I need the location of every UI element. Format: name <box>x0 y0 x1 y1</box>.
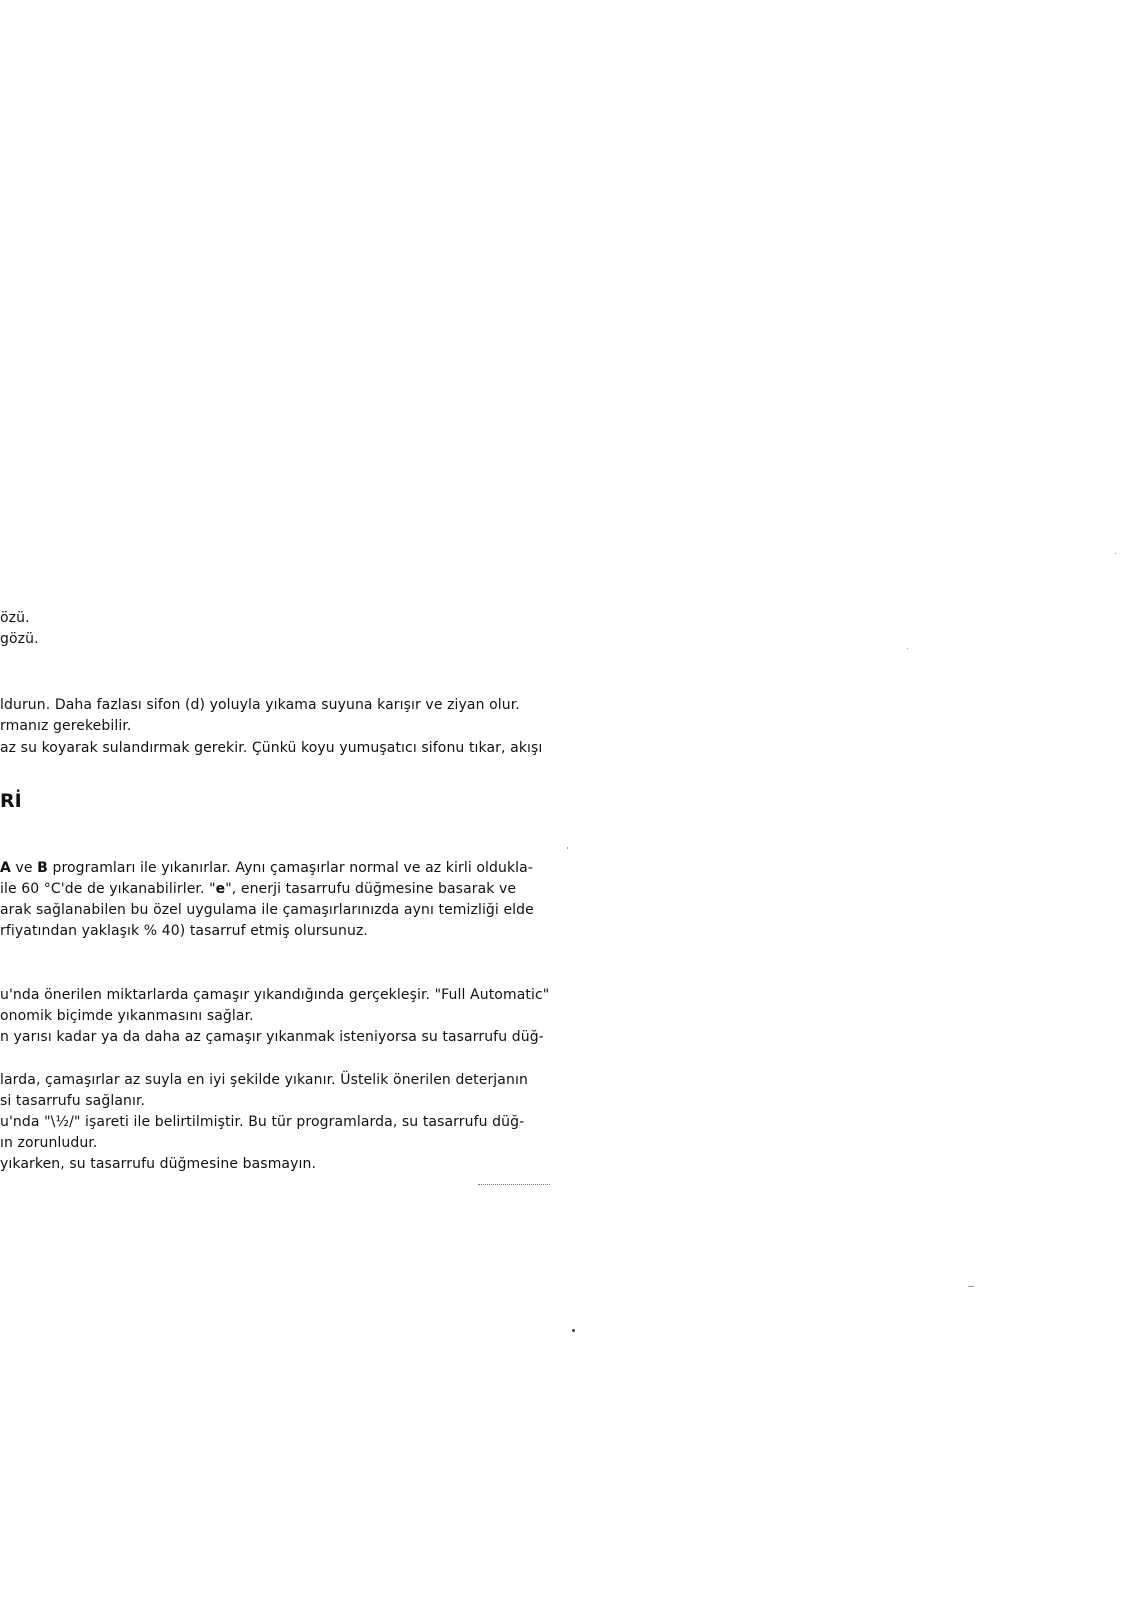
text-line: larda, çamaşırlar az suyla en iyi şekilde yıkanır. Üstelik önerilen deterjanın <box>0 1072 528 1088</box>
scan-artifact <box>478 1184 550 1186</box>
text-line: az su koyarak sulandırmak gerekir. Çünkü koyu yumuşatıcı sifonu tıkar, akışı <box>0 740 543 756</box>
text-line <box>0 860 533 877</box>
text-line: si tasarrufu sağlanır. <box>0 1093 146 1109</box>
text-fragment: ve <box>10 860 38 876</box>
program-a-label: A <box>0 860 11 876</box>
text-line: rfiyatından yaklaşık % 40) tasarruf etmiş olursunuz. <box>0 923 368 939</box>
section-heading: Rİ <box>0 790 22 812</box>
scan-artifact <box>567 847 568 849</box>
text-line: ldurun. Daha fazlası sifon (d) yoluyla yıkama suyuna karışır ve ziyan olur. <box>0 697 520 713</box>
text-line: onomik biçimde yıkanmasını sağlar. <box>0 1008 254 1024</box>
text-line: u'nda "\½/" işareti ile belirtilmiştir. Bu tür programlarda, su tasarrufu düğ- <box>0 1114 525 1130</box>
text-line: gözü. <box>0 631 39 647</box>
text-line: ın zorunludur. <box>0 1135 98 1151</box>
text-line: yıkarken, su tasarrufu düğmesine basmayın. <box>0 1156 317 1172</box>
energy-button-symbol: e <box>215 881 226 897</box>
text-line: n yarısı kadar ya da daha az çamaşır yıkanmak isteniyorsa su tasarrufu düğ- <box>0 1029 544 1045</box>
text-line <box>0 881 516 898</box>
text-fragment: ", enerji tasarrufu düğmesine basarak ve <box>225 881 517 897</box>
scan-artifact <box>907 648 908 649</box>
scan-artifact <box>1115 553 1116 554</box>
text-line: özü. <box>0 610 30 626</box>
text-line: rmanız gerekebilir. <box>0 718 132 734</box>
scan-artifact <box>968 1286 974 1287</box>
scan-artifact <box>572 1329 575 1332</box>
text-fragment: programları ile yıkanırlar. Aynı çamaşırlar normal ve az kirli oldukla- <box>47 860 534 876</box>
text-line: u'nda önerilen miktarlarda çamaşır yıkandığında gerçekleşir. "Full Automatic" <box>0 987 550 1003</box>
program-b-label: B <box>37 860 48 876</box>
text-fragment: ile 60 °C'de de yıkanabilirler. " <box>0 881 216 897</box>
text-line: arak sağlanabilen bu özel uygulama ile çamaşırlarınızda aynı temizliği elde <box>0 902 534 918</box>
